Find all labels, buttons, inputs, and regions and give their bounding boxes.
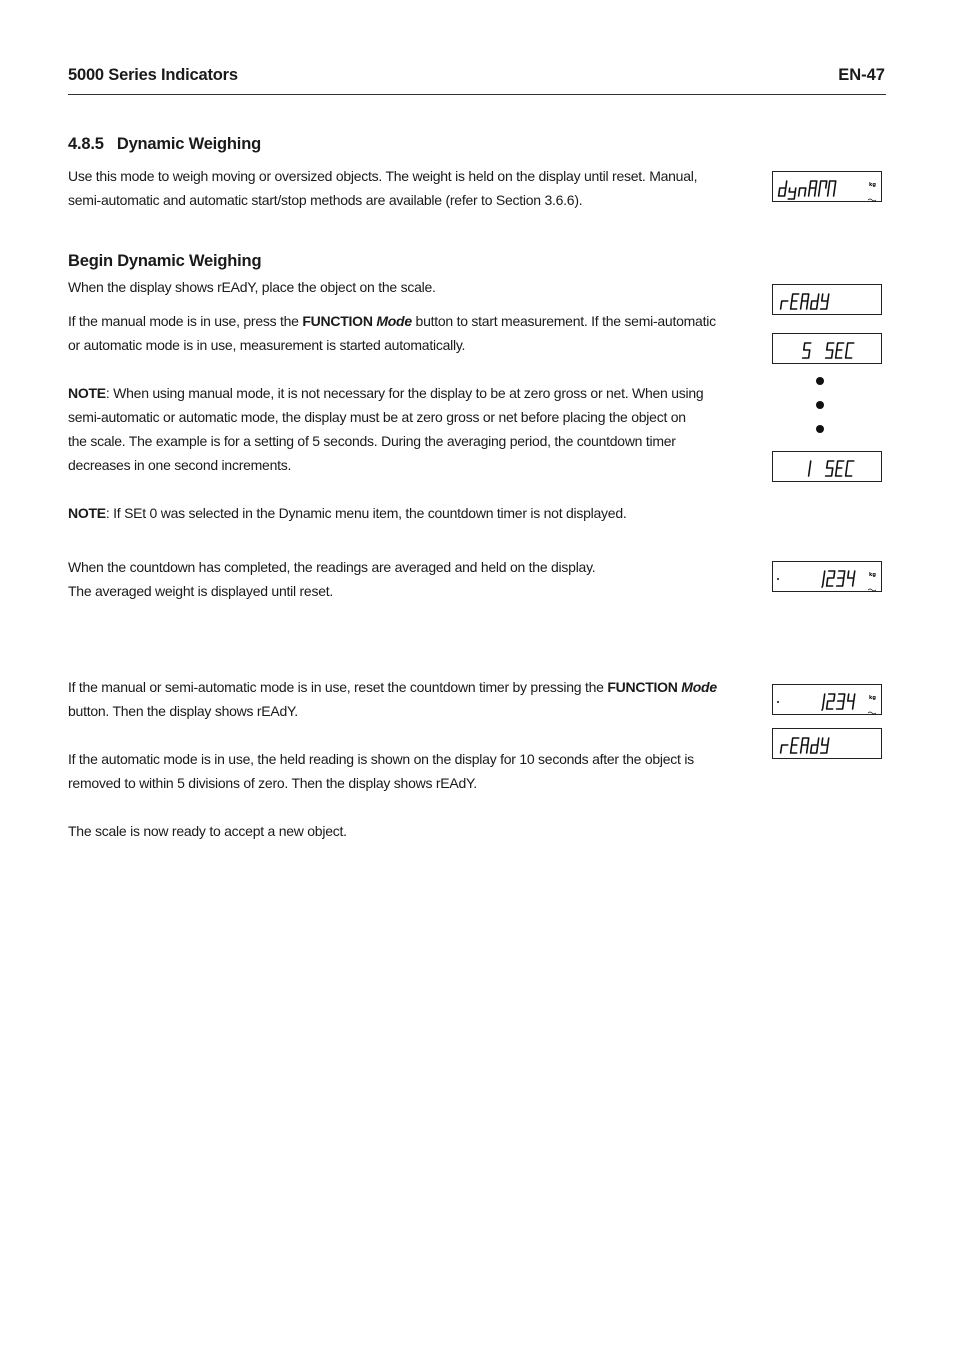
reset-line-2: button. Then the display shows rEAdY. (68, 703, 298, 719)
page-number: EN-47 (838, 66, 885, 84)
note-text: : When using manual mode, it is not necessary for the display to be at zero gross or net. When using (105, 385, 704, 401)
lcd-display-dynam (772, 171, 882, 202)
paragraph-ready: When the display shows rEAdY, place the object on the scale. (68, 279, 436, 295)
manual-mode-line-2: or automatic mode is in use, measurement is started automatically. (68, 337, 466, 353)
function-label: FUNCTION (607, 679, 678, 695)
function-label: FUNCTION (302, 313, 373, 329)
document-title: 5000 Series Indicators (68, 66, 238, 84)
complete-line-1: When the countdown has completed, the readings are averaged and held on the display. (68, 559, 596, 575)
lcd-display-weight-held (772, 684, 882, 715)
reset-line-1 (68, 675, 758, 699)
header-rule (68, 94, 886, 95)
intro-line-1: Use this mode to weigh moving or oversized objects. The weight is held on the display until reset. Manual, (68, 168, 698, 184)
intro-paragraph (68, 164, 758, 212)
note-label: NOTE (68, 505, 106, 521)
lcd-display-ready-again (772, 728, 882, 759)
lcd-display-5-sec (772, 333, 882, 364)
ellipsis-dot (816, 401, 824, 409)
note-line-2: semi-automatic or automatic mode, the display must be at zero gross or net before placing the object on (68, 409, 686, 425)
lcd-display-ready (772, 284, 882, 315)
lcd-display-1-sec (772, 451, 882, 482)
lcd-dynam-icon (773, 172, 883, 203)
paragraph-final: The scale is now ready to accept a new object. (68, 823, 347, 839)
ellipsis-dot (816, 377, 824, 385)
manual-mode-line-1 (68, 309, 758, 333)
note-set-zero (68, 501, 758, 525)
lcd-weight-held-icon (773, 685, 883, 716)
lcd-display-weight (772, 561, 882, 592)
svg-text:kg: kg (869, 572, 876, 578)
mode-label: Mode (681, 679, 717, 695)
complete-line-2: The averaged weight is displayed until reset. (68, 583, 334, 599)
lcd-1-sec-icon (773, 452, 883, 483)
auto-line-1: If the automatic mode is in use, the held reading is shown on the display for 10 seconds after the object is (68, 751, 694, 767)
paragraph-reset (68, 675, 758, 723)
lcd-weight-icon (773, 562, 883, 593)
function-key-label (302, 313, 412, 329)
function-key-label (607, 679, 717, 695)
note-line-3: the scale. The example is for a setting of 5 seconds. During the averaging period, the countdown timer (68, 433, 676, 449)
reset-text: If the manual or semi-automatic mode is in use, reset the countdown timer by pressing the (68, 679, 608, 695)
note-text: : If SEt 0 was selected in the Dynamic menu item, the countdown timer is not displayed. (105, 505, 627, 521)
paragraph-countdown-complete (68, 555, 758, 603)
note-manual-mode (68, 381, 758, 477)
paragraph-automatic-mode (68, 747, 758, 795)
manual-mode-text: If the manual mode is in use, press the (68, 313, 303, 329)
auto-line-2: removed to within 5 divisions of zero. Then the display shows rEAdY. (68, 775, 477, 791)
paragraph-manual-mode (68, 309, 758, 357)
manual-mode-text-cont: button to start measurement. If the semi-automatic (411, 313, 716, 329)
note-label: NOTE (68, 385, 106, 401)
note-line-4: decreases in one second increments. (68, 457, 292, 473)
intro-line-2: semi-automatic and automatic start/stop methods are available (refer to Section 3.6.6). (68, 192, 583, 208)
svg-text:kg: kg (869, 182, 876, 188)
mode-label: Mode (376, 313, 412, 329)
lcd-ready-again-icon (773, 729, 883, 760)
ellipsis-dot (816, 425, 824, 433)
section-heading: 4.8.5 Dynamic Weighing (68, 135, 261, 153)
subsection-heading: Begin Dynamic Weighing (68, 252, 262, 270)
lcd-ready-icon (773, 285, 883, 316)
note-line-1 (68, 381, 758, 405)
svg-text:kg: kg (869, 695, 876, 701)
lcd-5-sec-icon (773, 334, 883, 365)
